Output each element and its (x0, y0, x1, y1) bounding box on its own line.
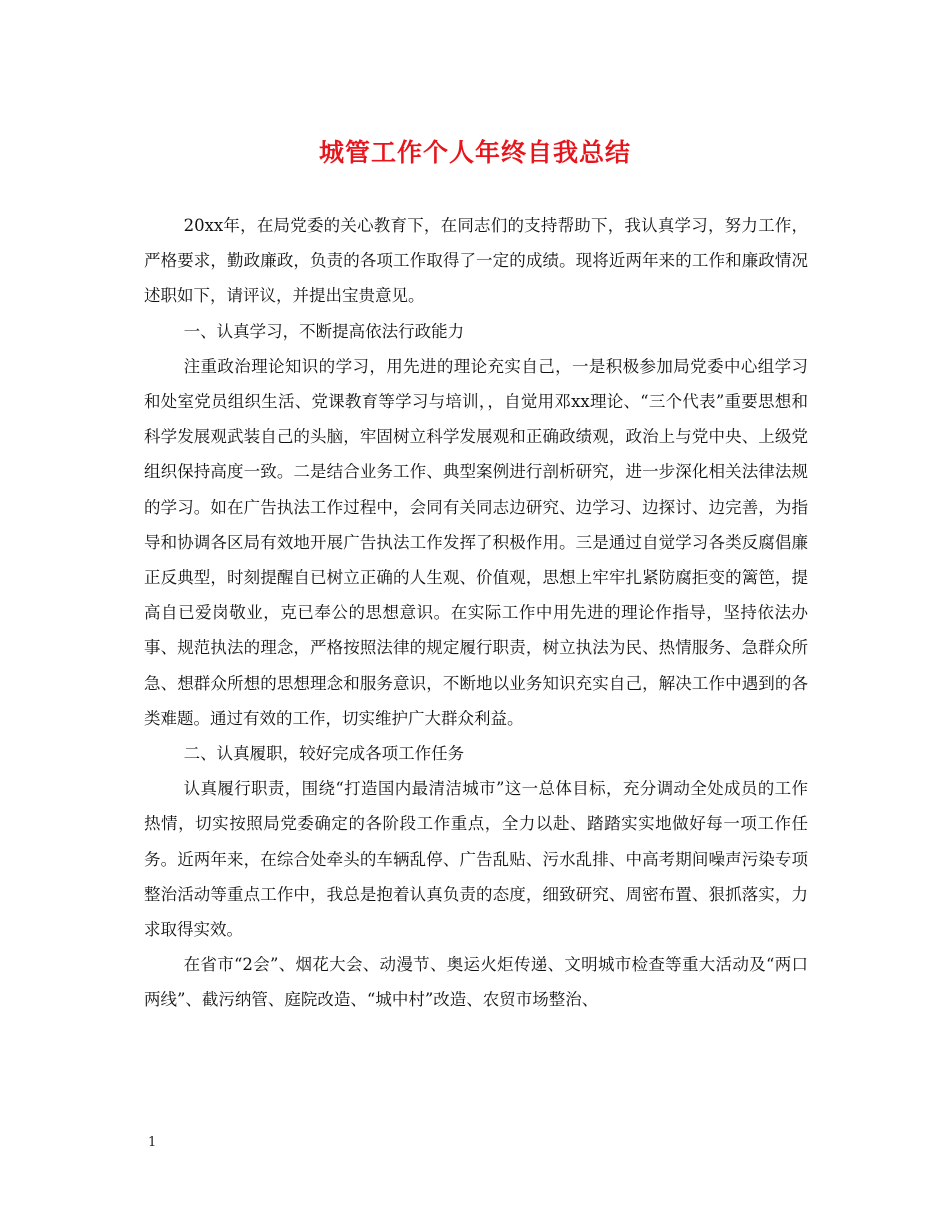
paragraph-intro: 20xx年，在局党委的关心教育下，在同志们的支持帮助下，我认真学习，努力工作，严格要求，勤政廉政，负责的各项工作取得了一定的成绩。现将近两年来的工作和廉政情况述职如下，请评议，并提出宝贵意见。 (144, 216, 808, 306)
page-number: 1 (148, 1135, 157, 1150)
document-body (144, 208, 808, 1018)
document-title: 城管工作个人年终自我总结 (318, 138, 631, 167)
paragraph-study: 注重政治理论知识的学习，用先进的理论充实自己，一是积极参加局党委中心组学习和处室党员组织生活、党课教育等学习与培训，，自觉用邓xx理论、“三个代表”重要思想和科学发展观武装自己的头脑，牢固树立科学发展观和正确政绩观，政治上与党中央、上级党组织保持高度一致。二是结合业务工作、典型案例进行剖析研究，进一步深化相关法律法规的学习。如在广告执法工作过程中，会同有关同志边研究、边学习、边探讨、边完善，为指导和协调各区局有效地开展广告执法工作发挥了积极作用。三是通过自觉学习各类反腐倡廉正反典型，时刻提醒自已树立正确的人生观、价值观，思想上牢牢扎紧防腐拒变的篱笆，提高自已爱岗敬业，克已奉公的思想意识。在实际工作中用先进的理论作指导，坚持依法办事、规范执法的理念，严格按照法律的规定履行职责，树立执法为民、热情服务、急群众所急、想群众所想的思想理念和服务意识，不断地以业务知识充实自己，解决工作中遇到的各类难题。通过有效的工作，切实维护广大群众利益。 (144, 356, 808, 728)
paragraph-duties: 认真履行职责，围绕“打造国内最清洁城市”这一总体目标，充分调动全处成员的工作热情，切实按照局党委确定的各阶段工作重点，全力以赴、踏踏实实地做好每一项工作任务。近两年来，在综合处牵头的车辆乱停、广告乱贴、污水乱排、中高考期间噪声污染专项整治活动等重点工作中，我总是抱着认真负责的态度，细致研究、周密布置、狠抓落实，力求取得实效。 (144, 779, 808, 940)
section-heading-2: 二、认真履职，较好完成各项工作任务 (183, 744, 465, 764)
section-heading-1: 一、认真学习，不断提高依法行政能力 (183, 321, 465, 341)
paragraph-events: 在省市“2会”、烟花大会、动漫节、奥运火炬传递、文明城市检查等重大活动及“两口两线”、截污纳管、庭院改造、“城中村”改造、农贸市场整治、 (144, 955, 808, 1010)
